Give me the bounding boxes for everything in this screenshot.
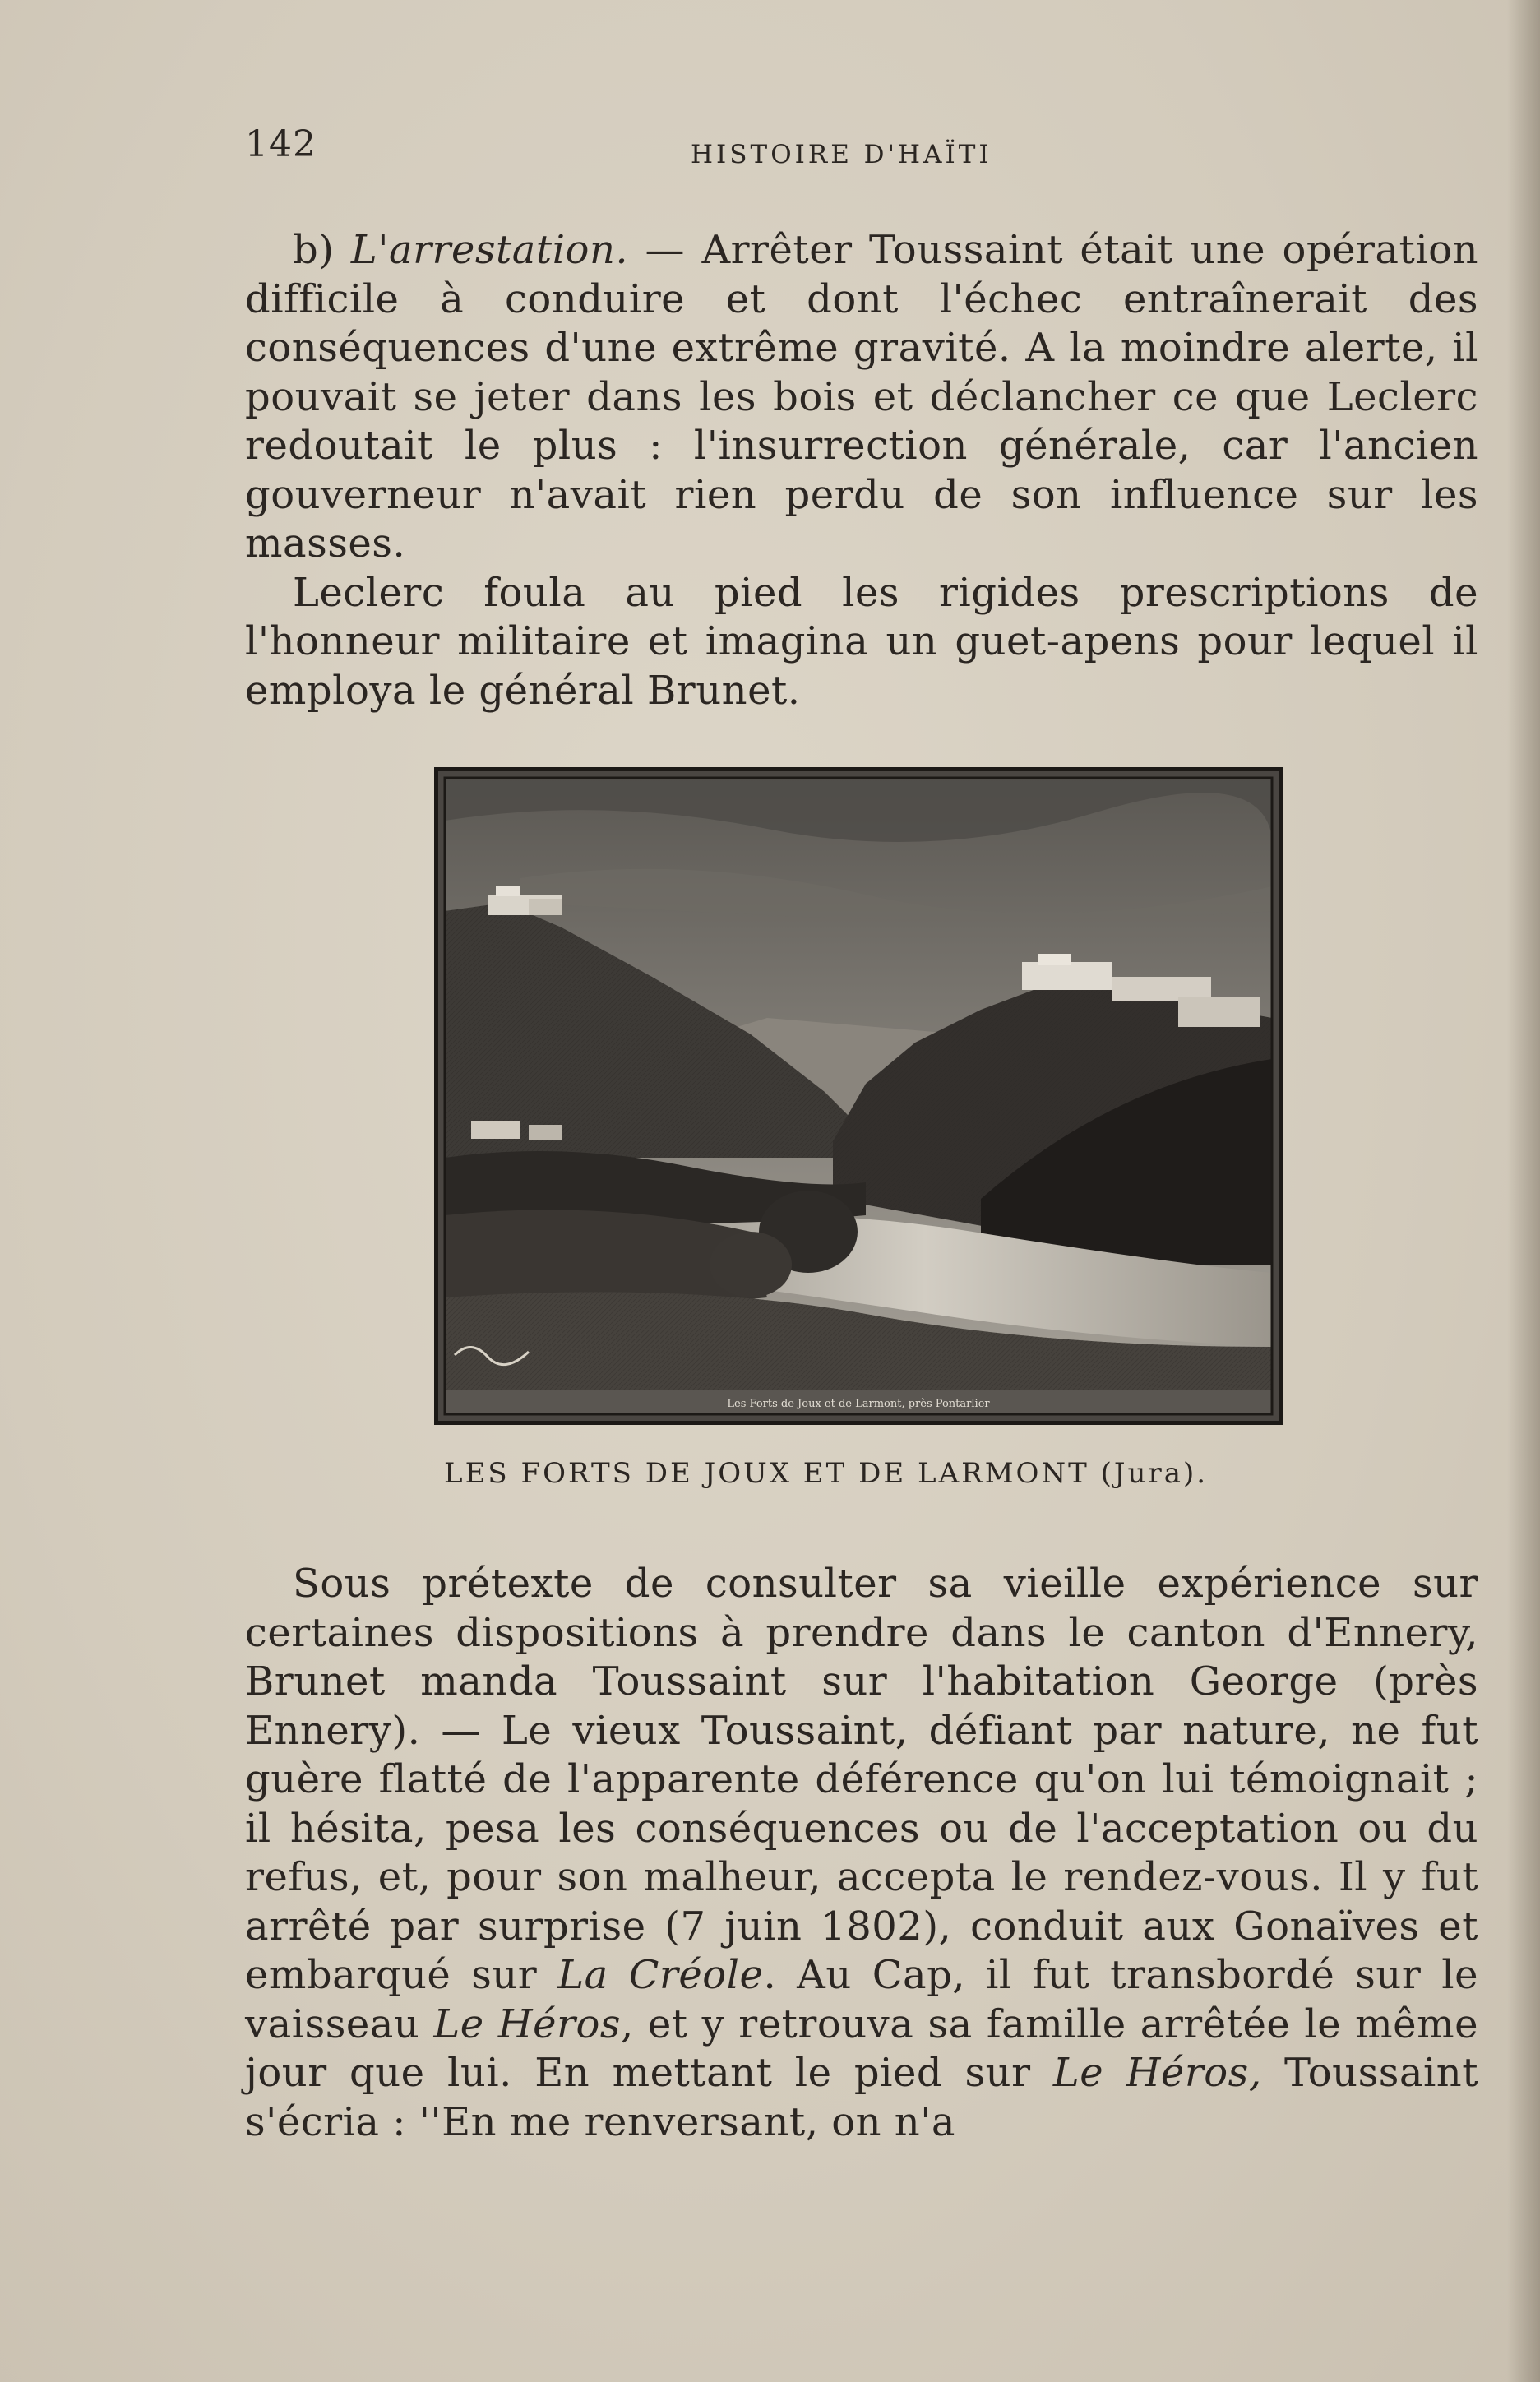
section-title: L'arrestation. <box>350 227 629 273</box>
paragraph-arrestation <box>245 226 1478 569</box>
ship-name-le-heros: Le Héros <box>433 2000 621 2047</box>
page-edge-shadow <box>1507 0 1540 2382</box>
paragraph-text-start: Sous prétexte de consulter sa vieille expérience sur certaines dispositions à prendre dans le canton d'Ennery, Brunet manda Toussaint sur l'habitation George (près Ennery). — Le vieux Toussaint, défiant par nature, ne fut guère flatté de l'apparente déférence qu'on lui témoignait ; il hésita, pesa les conséquences ou de l'acceptation ou du refus, et, pour son malheur, accepta le rendez-vous. Il y fut arrêté par surprise (7 juin 1802), conduit aux Gonaïves et embarqué sur <box>245 1561 1478 1998</box>
ship-name-la-creole: La Créole <box>557 1952 764 1998</box>
text-block-bottom <box>245 1560 1478 2147</box>
paragraph-text-mid2: , et y retrouva sa famille arrêtée le même jour que lui. En mettant le pied sur <box>245 2000 1479 2096</box>
paragraph-guet-apens: Leclerc foula au pied les rigides prescriptions de l'honneur militaire et imagina un guet-apens pour lequel il employa le général Brunet. <box>245 569 1478 714</box>
caption-region: (Jura). <box>1089 1457 1209 1490</box>
engraving-illustration <box>434 767 1283 1425</box>
section-label: b) <box>293 227 335 273</box>
engraving-inner-caption: Les Forts de Joux et de Larmont, près Pontarlier <box>727 1398 990 1410</box>
paragraph-text-end: Toussaint s'écria : ''En me renversant, on n'a <box>245 2050 1479 2145</box>
paragraph-text-mid: . Au Cap, il fut transbordé sur le vaisseau <box>245 1952 1479 2047</box>
running-head: HISTOIRE D'HAÏTI <box>691 140 992 169</box>
caption-title: LES FORTS DE JOUX ET DE LARMONT <box>444 1457 1089 1490</box>
paragraph-text: — Arrêter Toussaint était une opération difficile à conduire et dont l'échec entraînerait des conséquences d'une extrême gravité. A la moindre alerte, il pouvait se jeter dans les bois et déclancher ce que Leclerc redoutait le plus : l'insurrection générale, car l'ancien gouverneur n'avait rien perdu de son influence sur les masses. <box>245 227 1478 567</box>
text-block-top <box>245 226 1478 715</box>
engraving-forts-de-joux <box>438 771 1279 1421</box>
ship-name-le-heros-2: Le Héros, <box>1052 2050 1262 2096</box>
page-number: 142 <box>245 123 317 165</box>
illustration-caption <box>444 1457 1283 1490</box>
paragraph-toussaint-arrest <box>245 1560 1478 2147</box>
page-header <box>245 123 1478 181</box>
